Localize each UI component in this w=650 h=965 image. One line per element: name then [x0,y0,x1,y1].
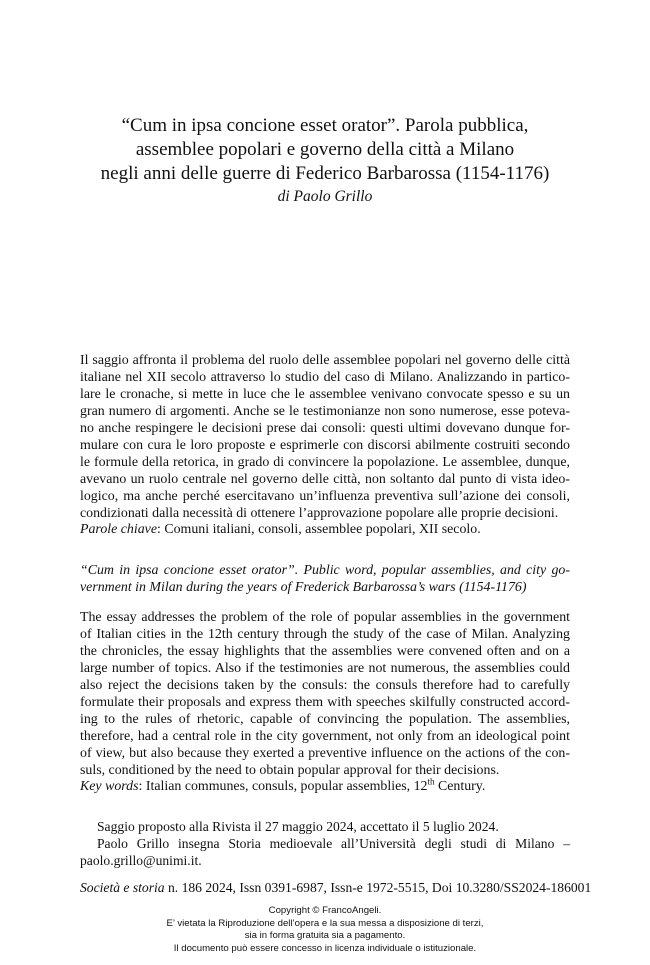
abstract-line: italiane nel XII secolo attraverso lo studio del caso di Milano. Analizzando in partico- [80,370,570,385]
abstract-line: le formule della retorica, in grado di convincere la popolazione. Le assemblee, dunque, [80,455,570,470]
author-email: paolo.grillo@unimi.it. [80,853,202,868]
journal-name: Società e storia [80,880,165,895]
abstract-line: formulate their proposals and express them with speeches skilfully constructed accord- [80,695,570,710]
abstract-line: the chronicles, the essay highlights that the assemblies were convened often and on a [80,644,570,659]
english-title [80,562,570,596]
abstract-line: of view, but also because they exerted a preventive influence on the actions of the con- [80,746,570,761]
article-author: di Paolo Grillo [277,188,373,205]
article-notes [80,818,570,869]
copyright-footer [0,905,650,955]
abstract-line: large number of topics. Also if the testimonies are not numerous, the assemblies could [80,661,570,676]
keywords-text: : Comuni italiani, consoli, assemblee popolari, XII secolo. [157,522,481,537]
abstract-line: of Italian cities in the 12th century through the study of the case of Milan. Analyzing [80,627,570,642]
keywords-label: Parole chiave [80,522,158,537]
keywords-text: : Italian communes, consuls, popular assemblies, 12 [138,779,428,794]
english-title-line: “Cum in ipsa concione esset orator”. Public word, popular assemblies, and city go- [80,563,570,578]
abstract-line: also reject the decisions taken by the consuls: the consuls therefore had to carefully [80,678,570,693]
title-line: “Cum in ipsa concione esset orator”. Parola pubblica, [121,115,529,136]
abstract-italian [80,352,570,522]
abstract-english [80,609,570,779]
footer-line: sia in forma gratuita sia a pagamento. [244,930,406,941]
citation-details: n. 186 2024, Issn 0391-6987, Issn-e 1972-5515, Doi 10.3280/SS2024-186001 [164,880,592,895]
abstract-line: logico, ma anche perché esercitavano un’influenza preventiva sull’azione dei consoli, [80,489,570,504]
abstract-line: ing to the rules of rhetoric, capable of convincing the population. The assemblies, [80,712,570,727]
keywords-english [80,778,570,795]
keywords-italian [80,521,570,538]
abstract-line: gran numero di argomenti. Anche se le testimonianze non sono numerose, esse poteva- [80,404,570,419]
abstract-line: avevano un ruolo centrale nel governo delle città, non soltanto dal punto di vista ideo- [80,472,570,487]
keywords-label: Key words [80,779,139,794]
abstract-line: Il saggio affronta il problema del ruolo delle assemblee popolari nel governo delle città [80,353,570,368]
abstract-line: The essay addresses the problem of the role of popular assemblies in the government [80,610,570,625]
abstract-line: lare le cronache, si mette in luce che le assemblee venivano convocate spesso e su un [80,387,570,402]
keywords-superscript: th [427,776,435,787]
abstract-line: therefore, had a central role in the city government, not only from an ideological point [80,729,570,744]
title-line: negli anni delle guerre di Federico Barbarossa (1154-1176) [100,163,550,184]
citation [80,879,592,896]
abstract-line: condizionati dalla necessità di ottenere l’approvazione popolare alle proprie decisioni. [80,506,559,521]
footer-line: Il documento può essere concesso in licenza individuale o istituzionale. [173,942,477,954]
author-note-line: Paolo Grillo insegna Storia medioevale all’Università degli studi di Milano – [97,836,570,851]
footer-line: E’ vietata la Riproduzione dell’opera e la sua messa a disposizione di terzi, [166,917,484,929]
article-title [0,114,650,186]
keywords-end: Century. [434,779,486,794]
submission-note: Saggio proposto alla Rivista il 27 maggio 2024, accettato il 5 luglio 2024. [97,819,499,834]
title-line: assemblee popolari e governo della città a Milano [135,139,515,160]
english-title-line: vernment in Milan during the years of Frederick Barbarossa’s wars (1154-1176) [80,580,527,595]
abstract-line: suls, conditioned by the need to obtain popular approval for their decisions. [80,763,500,778]
abstract-line: no anche respingere le decisioni prese dai consoli: questi ultimi dovevano dunque for- [80,421,570,436]
abstract-line: mulare con cura le loro proposte e esprimerle con discorsi abilmente costruiti secondo [80,438,570,453]
footer-line: Copyright © FrancoAngeli. [268,905,382,916]
